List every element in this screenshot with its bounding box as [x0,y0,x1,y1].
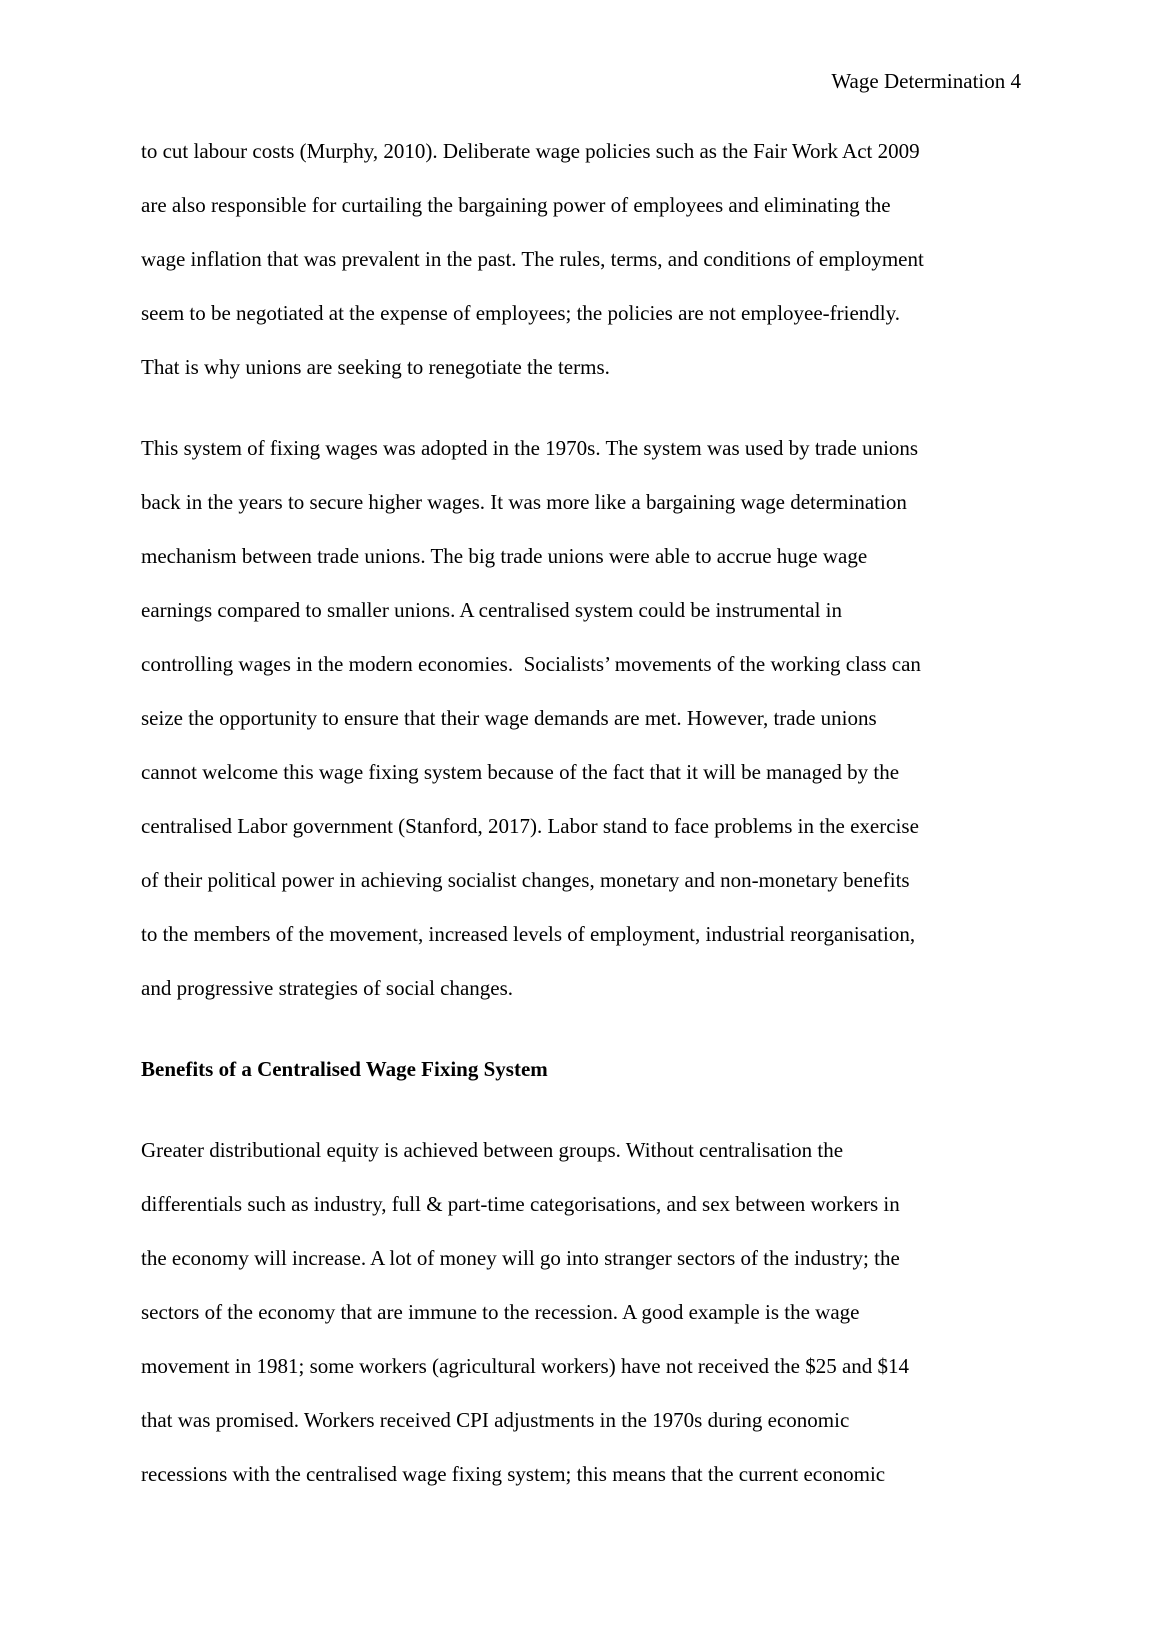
text-line: That is why unions are seeking to renegotiate the terms. [141,355,610,379]
text-line: movement in 1981; some workers (agricultural workers) have not received the $25 and $14 [141,1354,910,1378]
running-head: Wage Determination 4 [831,69,1021,93]
text-line: cannot welcome this wage fixing system because of the fact that it will be managed by the [141,760,900,784]
text-line: seize the opportunity to ensure that their wage demands are met. However, trade unions [141,706,877,730]
text-line: to the members of the movement, increased levels of employment, industrial reorganisation, [141,922,916,946]
text-line: recessions with the centralised wage fixing system; this means that the current economic [141,1462,886,1486]
text-line: seem to be negotiated at the expense of employees; the policies are not employee-friendly. [141,301,901,325]
text-line: the economy will increase. A lot of money will go into stranger sectors of the industry; the [141,1246,900,1270]
paragraph-spacer [141,1108,1021,1135]
text-line: mechanism between trade unions. The big trade unions were able to accrue huge wage [141,544,868,568]
text-line: to cut labour costs (Murphy, 2010). Deliberate wage policies such as the Fair Work Act 2009 [141,139,920,163]
text-line: differentials such as industry, full & part-time categorisations, and sex between workers in [141,1192,900,1216]
paragraph-spacer [141,1027,1021,1054]
text-line: centralised Labor government (Stanford, 2017). Labor stand to face problems in the exercise [141,814,919,838]
text-line: controlling wages in the modern economies. Socialists’ movements of the working class can [141,652,921,676]
text-line: that was promised. Workers received CPI adjustments in the 1970s during economic [141,1408,850,1432]
text-line: wage inflation that was prevalent in the past. The rules, terms, and conditions of employment [141,247,924,271]
text-line: are also responsible for curtailing the bargaining power of employees and eliminating the [141,193,891,217]
text-line: This system of fixing wages was adopted in the 1970s. The system was used by trade unions [141,436,919,460]
document-body [141,136,1021,1513]
text-line: back in the years to secure higher wages. It was more like a bargaining wage determination [141,490,907,514]
section-heading: Benefits of a Centralised Wage Fixing System [141,1057,548,1081]
text-line: earnings compared to smaller unions. A centralised system could be instrumental in [141,598,843,622]
text-line: of their political power in achieving socialist changes, monetary and non-monetary benefits [141,868,910,892]
text-line: and progressive strategies of social changes. [141,976,514,1000]
paragraph-benefits [141,1135,1021,1513]
paragraph-wage-fixing-history [141,433,1021,1027]
text-line: sectors of the economy that are immune to the recession. A good example is the wage [141,1300,860,1324]
paragraph-spacer [141,406,1021,433]
paragraph-labour-costs [141,136,1021,406]
text-line: Greater distributional equity is achieved between groups. Without centralisation the [141,1138,844,1162]
